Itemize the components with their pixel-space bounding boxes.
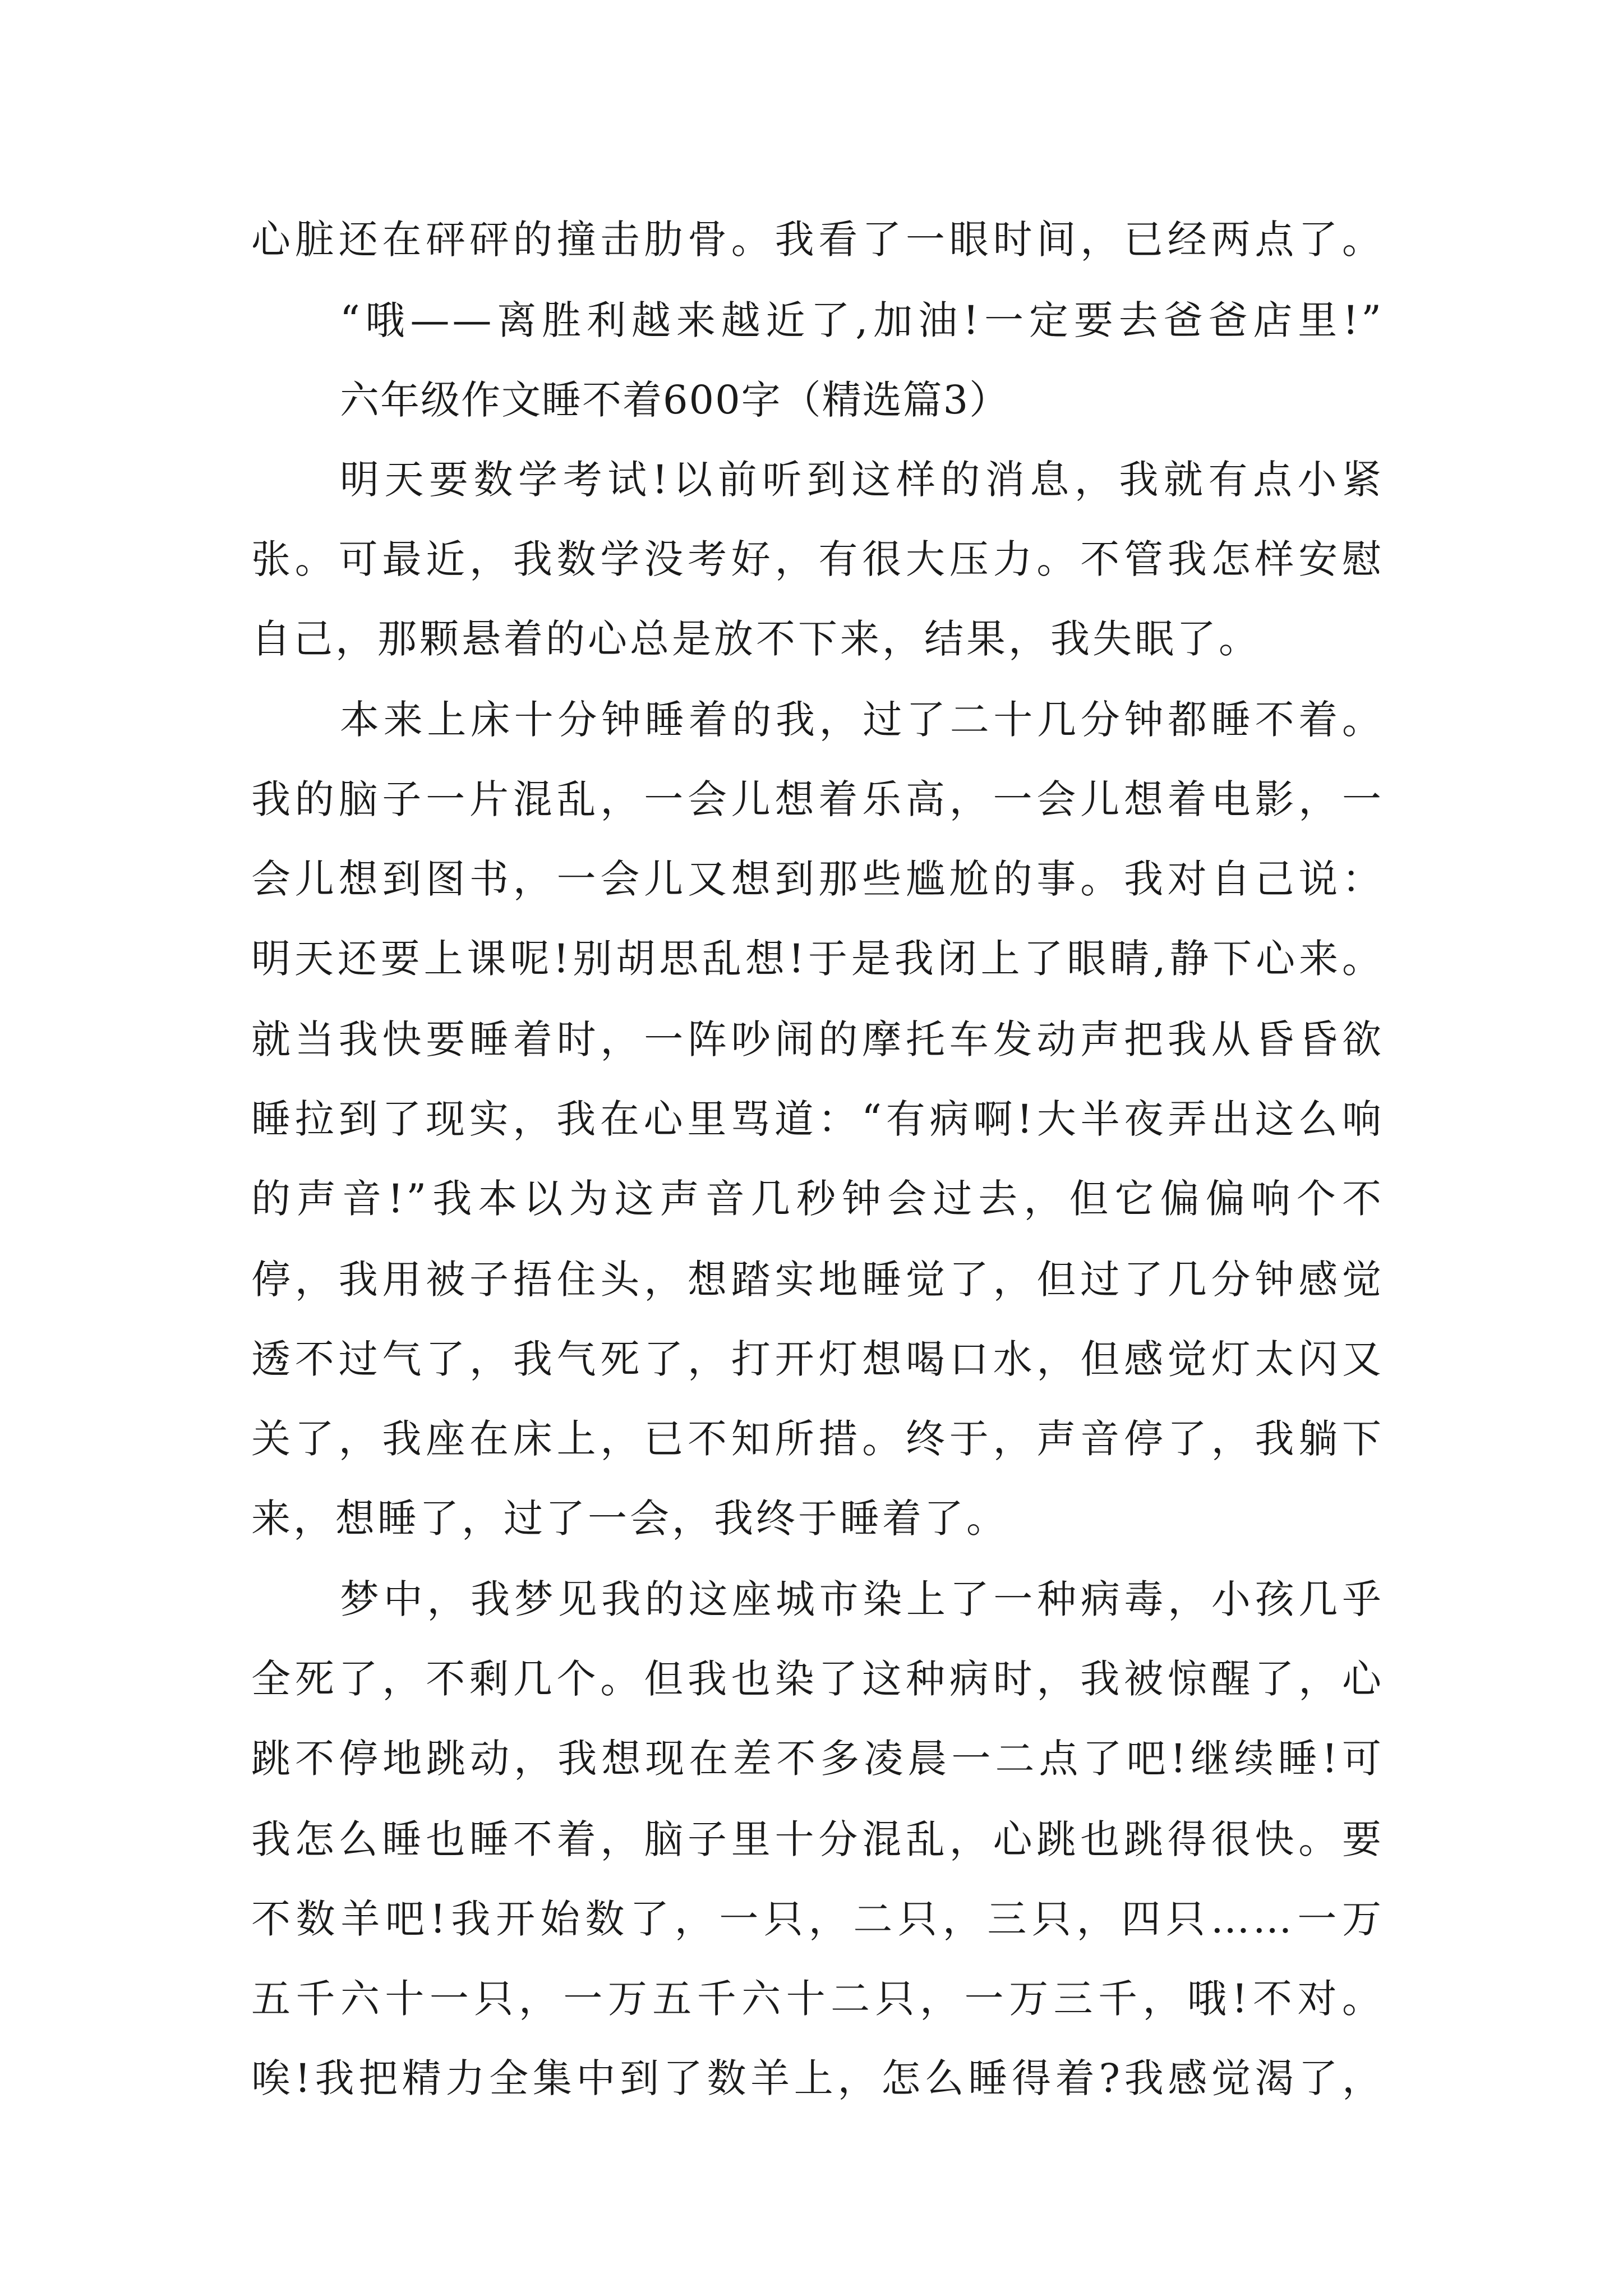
text-line: 透不过气了，我气死了，打开灯想喝口水，但感觉灯太闪又 <box>251 1336 1384 1382</box>
text-line: 本来上床十分钟睡着的我，过了二十几分钟都睡不着。 <box>340 697 1384 743</box>
text-line: 唉!我把精力全集中到了数羊上，怎么睡得着?我感觉渴了， <box>251 2055 1384 2101</box>
text-line: 心脏还在砰砰的撞击肋骨。我看了一眼时间，已经两点了。 <box>251 217 1384 263</box>
text-line: 我怎么睡也睡不着，脑子里十分混乱，心跳也跳得很快。要 <box>251 1816 1384 1862</box>
section-heading: 六年级作文睡不着600字（精选篇3） <box>340 377 1010 423</box>
text-line: 跳不停地跳动，我想现在差不多凌晨一二点了吧!继续睡!可 <box>251 1736 1384 1782</box>
text-line: 会儿想到图书，一会儿又想到那些尴尬的事。我对自己说： <box>251 856 1384 902</box>
text-line: 张。可最近，我数学没考好，有很大压力。不管我怎样安慰 <box>251 536 1384 582</box>
text-line: 全死了，不剩几个。但我也染了这种病时，我被惊醒了，心 <box>251 1656 1384 1702</box>
text-line: “哦——离胜利越来越近了,加油!一定要去爸爸店里!” <box>340 297 1384 343</box>
text-line: 梦中，我梦见我的这座城市染上了一种病毒，小孩几乎 <box>340 1576 1384 1622</box>
text-line: 不数羊吧!我开始数了，一只，二只，三只，四只……一万 <box>251 1896 1384 1942</box>
text-line: 来，想睡了，过了一会，我终于睡着了。 <box>251 1496 1008 1542</box>
text-line: 关了，我座在床上，已不知所措。终于，声音停了，我躺下 <box>251 1416 1384 1462</box>
text-line: 明天要数学考试!以前听到这样的消息，我就有点小紧 <box>340 457 1384 503</box>
text-line: 明天还要上课呢!别胡思乱想!于是我闭上了眼睛,静下心来。 <box>251 936 1384 982</box>
text-line: 五千六十一只，一万五千六十二只，一万三千，哦!不对。 <box>251 1976 1384 2022</box>
text-line: 就当我快要睡着时，一阵吵闹的摩托车发动声把我从昏昏欲 <box>251 1016 1384 1062</box>
text-line: 自己，那颗悬着的心总是放不下来，结果，我失眠了。 <box>251 616 1261 662</box>
text-line: 我的脑子一片混乱，一会儿想着乐高，一会儿想着电影，一 <box>251 776 1384 822</box>
text-line: 停，我用被子捂住头，想踏实地睡觉了，但过了几分钟感觉 <box>251 1257 1384 1303</box>
text-line: 的声音!”我本以为这声音几秒钟会过去，但它偏偏响个不 <box>251 1176 1384 1222</box>
text-line: 睡拉到了现实，我在心里骂道：“有病啊!大半夜弄出这么响 <box>251 1096 1384 1142</box>
